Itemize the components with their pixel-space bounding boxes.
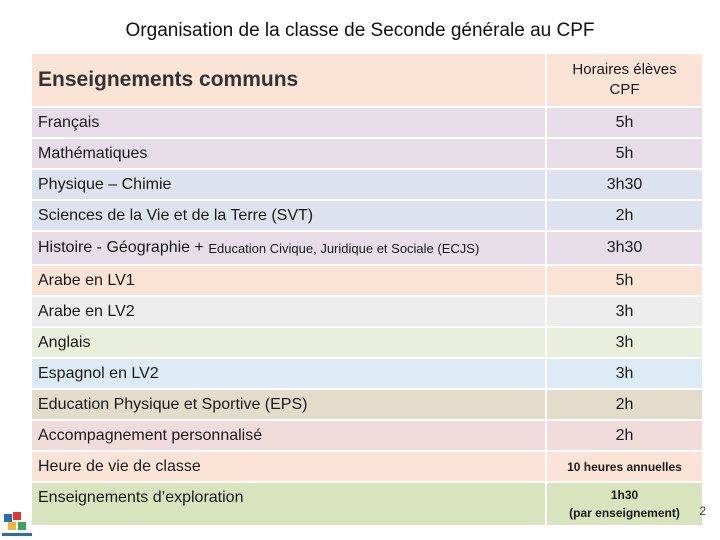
- header-horaires-line1: Horaires élèves: [572, 61, 677, 78]
- subject-hours: 2h: [615, 206, 634, 224]
- subject-name: Enseignements d’exploration: [32, 483, 547, 525]
- subject-hours: 3h: [615, 333, 634, 351]
- table-row: [32, 390, 702, 421]
- subject-hours-line1: 1h30: [610, 488, 639, 502]
- school-logo: [2, 510, 32, 538]
- subject-name-detail: Education Civique, Juridique et Sociale (ECJS): [208, 240, 480, 256]
- table-row: [32, 266, 702, 297]
- subject-hours: 3h30: [606, 175, 643, 193]
- subject-name: Heure de vie de classe: [32, 452, 547, 481]
- subject-name: Arabe en LV1: [32, 266, 547, 295]
- subject-hours: 5h: [615, 144, 634, 162]
- table-row: [32, 421, 702, 452]
- table-row: [32, 359, 702, 390]
- subject-hours: 5h: [615, 113, 634, 131]
- table-row: [32, 108, 702, 139]
- subject-hours: 10 heures annuelles: [567, 459, 682, 474]
- table-row: [32, 139, 702, 170]
- table-row: [32, 201, 702, 232]
- table-row: [32, 452, 702, 483]
- subject-name: Physique – Chimie: [32, 170, 547, 199]
- header-horaires-line2: CPF: [609, 81, 640, 98]
- page-number: 2: [699, 504, 706, 518]
- subject-name: [32, 232, 547, 264]
- subject-hours: 3h: [615, 364, 634, 382]
- subject-name: Education Physique et Sportive (EPS): [32, 390, 547, 419]
- table-row: [32, 170, 702, 201]
- subject-name: Accompagnement personnalisé: [32, 421, 547, 450]
- subject-name: Espagnol en LV2: [32, 359, 547, 388]
- page-title: Organisation de la classe de Seconde générale au CPF: [125, 20, 595, 41]
- schedule-table: [32, 54, 702, 525]
- table-row: [32, 232, 702, 266]
- subject-hours: [547, 483, 702, 525]
- table-header-row: [32, 54, 702, 108]
- subject-name: Français: [32, 108, 547, 137]
- subject-hours-line2: (par enseignement): [569, 506, 680, 520]
- subject-hours: 2h: [615, 426, 634, 444]
- subject-name: Mathématiques: [32, 139, 547, 168]
- subject-name: Sciences de la Vie et de la Terre (SVT): [32, 201, 547, 230]
- table-row: [32, 483, 702, 525]
- subject-name: Anglais: [32, 328, 547, 357]
- subject-hours: 3h30: [606, 239, 643, 256]
- subject-hours: 3h: [615, 302, 634, 320]
- table-row: [32, 328, 702, 359]
- subject-hours: 2h: [615, 395, 634, 413]
- table-row: [32, 297, 702, 328]
- header-horaires: [547, 54, 702, 106]
- subject-hours: 5h: [615, 271, 634, 289]
- header-enseignements: Enseignements communs: [32, 54, 547, 106]
- subject-name: Arabe en LV2: [32, 297, 547, 326]
- subject-name-main: Histoire - Géographie +: [38, 239, 209, 256]
